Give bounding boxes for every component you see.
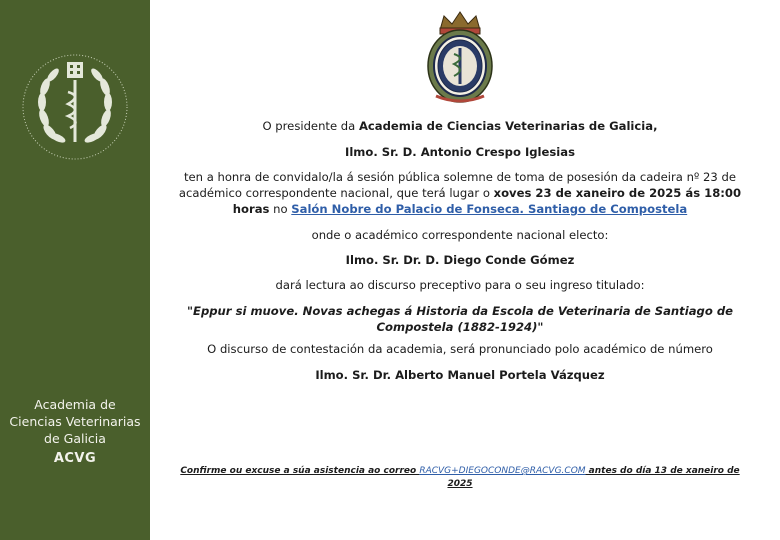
rsvp-email-link[interactable]: RACVG+DIEGOCONDE@RACVG.COM <box>419 466 586 476</box>
session-description <box>165 169 755 217</box>
academic-name: Ilmo. Sr. Dr. D. Diego Conde Gómez <box>345 253 575 267</box>
academy-wreath-logo-icon <box>20 52 130 162</box>
academic-name-line <box>165 252 755 268</box>
intro-prefix: O presidente da <box>262 119 359 133</box>
rsvp-prefix: Confirme ou excuse a súa asistencia ao correo <box>180 466 420 476</box>
responder-name: Ilmo. Sr. Dr. Alberto Manuel Portela Vázquez <box>315 368 605 382</box>
academy-coat-of-arms-icon <box>424 8 496 106</box>
rsvp-suffix: antes do día 13 de xaneiro de 2025 <box>447 466 740 489</box>
president-name-line <box>165 144 755 160</box>
president-name: Ilmo. Sr. D. Antonio Crespo Iglesias <box>345 145 575 159</box>
elect-intro-line: onde o académico correspondente nacional electo: <box>311 228 609 242</box>
academy-name-block <box>0 396 150 467</box>
academy-name-line: Academia de <box>34 397 116 412</box>
rsvp-note <box>175 465 745 491</box>
session-date: xoves 23 de xaneiro de 2025 ás 18:00 horas <box>232 186 742 216</box>
academy-name: Academia de Ciencias Veterinarias de Galicia, <box>358 119 658 133</box>
academy-name-line: Ciencias Veterinarias <box>9 414 141 429</box>
academy-name-line: de Galicia <box>44 431 106 446</box>
venue-link[interactable]: Salón Nobre do Palacio de Fonseca. Santiago de Compostela <box>291 202 688 216</box>
speech-intro-line: dará lectura ao discurso preceptivo para o seu ingreso titulado: <box>275 278 645 292</box>
speech-title: "Eppur si muove. Novas achegas á Historia da Escola de Veterinaria de Santiago de Compostela (1882-1924)" <box>187 304 733 334</box>
president-intro-line <box>165 118 755 134</box>
invitation-body <box>165 118 755 383</box>
sidebar <box>0 0 150 540</box>
session-text: ten a honra de convidalo/la á sesión pública solemne de toma de posesión da cadeira nº 23 de académico correspondente nacional, que terá lugar o <box>178 170 736 200</box>
academy-acronym: ACVG <box>53 451 97 466</box>
venue-prefix: no <box>269 202 292 216</box>
response-intro-line: O discurso de contestación da academia, será pronunciado polo académico de número <box>207 342 713 356</box>
